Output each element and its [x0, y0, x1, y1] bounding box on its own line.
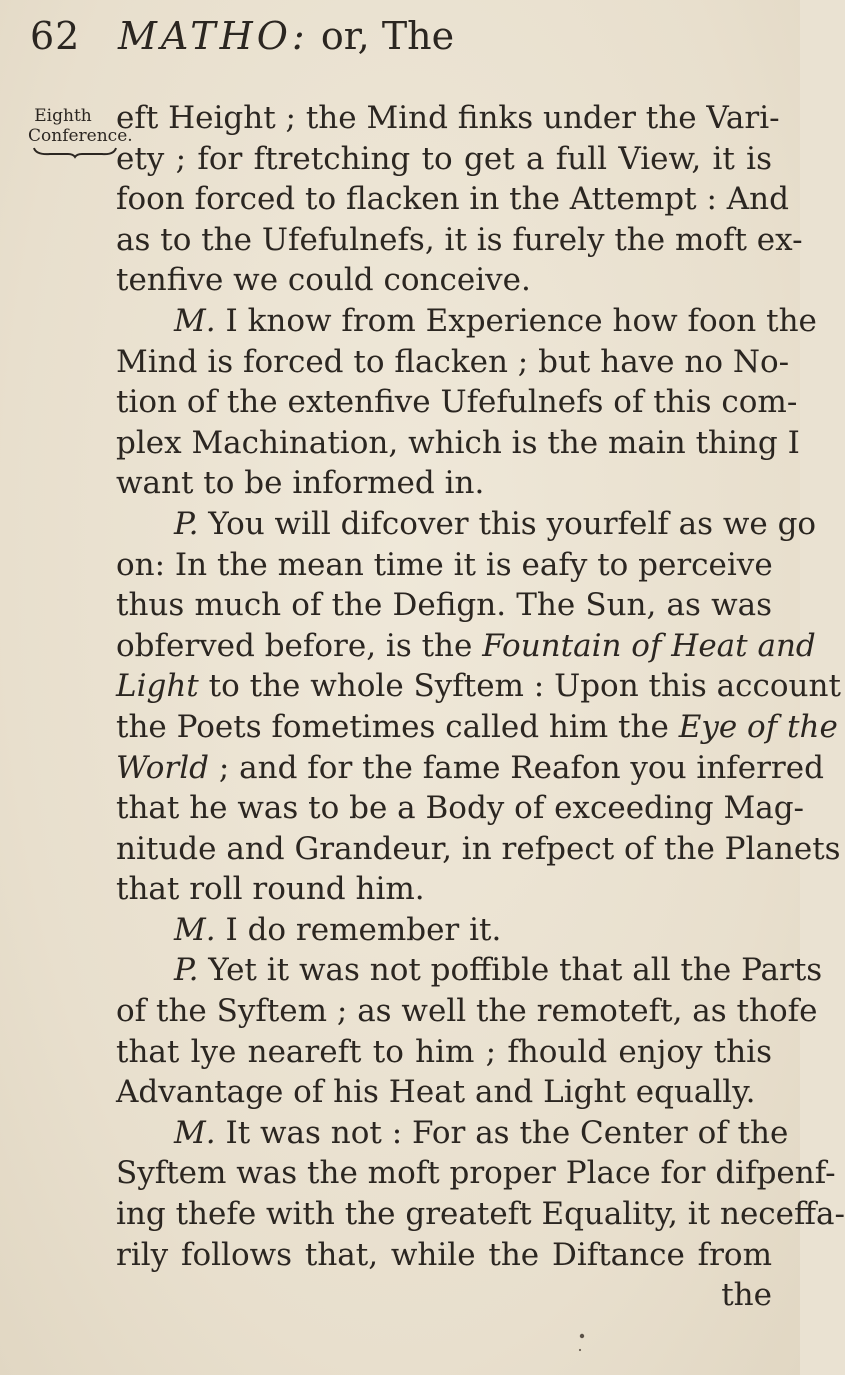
text-line: Mind is forced to flacken ; but have no No-: [116, 343, 790, 380]
text-line: thus much of the Defign. The Sun, as was: [116, 587, 772, 624]
text-line: that roll round him.: [116, 871, 425, 908]
body-text: [116, 98, 845, 1316]
running-head: [118, 14, 454, 58]
text-line: on: In the mean time it is eafy to perceive: [116, 546, 773, 583]
margin-note-line2: Conference.: [28, 126, 133, 146]
speech-text: It was not : For as the Center of the: [225, 1114, 789, 1151]
running-head-title: MATHO:: [118, 14, 309, 58]
text-line: that he was to be a Body of exceeding Mag-: [116, 790, 805, 827]
italic-phrase: Light: [116, 668, 199, 705]
text-fragment: ; and for the fame Reafon you inferred: [218, 749, 824, 786]
text-line: tion of the extenfive Ufefulnefs of this com-: [116, 384, 798, 421]
italic-phrase: Eye of the: [678, 708, 838, 745]
text-line: [116, 1113, 789, 1154]
text-line: rily follows that, while the Diftance from: [116, 1236, 772, 1273]
text-line: [116, 748, 824, 789]
speech-text: I know from Experience how foon the: [225, 302, 817, 339]
page-number: 62: [30, 14, 81, 58]
speaker-label: M.: [174, 911, 216, 948]
text-line: ing thefe with the greateft Equality, it neceffa-: [116, 1196, 845, 1233]
text-line: that lye neareft to him ; fhould enjoy this: [116, 1033, 772, 1070]
speech-text: Yet it was not poffible that all the Parts: [208, 952, 823, 989]
speech-text: I do remember it.: [225, 911, 502, 948]
speech-text: You will difcover this yourfelf as we go: [208, 505, 817, 542]
text-line: ety ; for ftretching to get a full View, it is: [116, 140, 772, 177]
text-fragment: obferved before, is the: [116, 627, 473, 664]
brace-icon: [32, 146, 118, 158]
text-fragment: the Poets fometimes called him the: [116, 708, 669, 745]
text-line: [116, 504, 817, 545]
text-line: tenfive we could conceive.: [116, 262, 531, 299]
text-line: [116, 666, 841, 707]
text-line: as to the Ufefulnefs, it is furely the moft ex-: [116, 221, 803, 258]
margin-note: [28, 106, 133, 146]
text-line: want to be informed in.: [116, 465, 485, 502]
running-head-subtitle: or, The: [320, 14, 455, 58]
text-line: [116, 301, 817, 342]
text-line: eft Height ; the Mind finks under the Vari-: [116, 100, 780, 136]
italic-phrase: World: [116, 749, 209, 786]
ink-speck-icon: [578, 1330, 588, 1360]
text-fragment: to the whole Syftem : Upon this account: [208, 668, 841, 705]
speaker-label: P.: [174, 505, 199, 542]
text-line: [116, 950, 823, 991]
text-line: nitude and Grandeur, in refpect of the Planets: [116, 830, 841, 867]
speaker-label: M.: [174, 302, 216, 339]
text-line: [116, 910, 772, 951]
text-line: of the Syftem ; as well the remoteft, as thofe: [116, 993, 818, 1030]
catchword: the: [721, 1277, 772, 1314]
text-line: foon forced to flacken in the Attempt : And: [116, 181, 789, 218]
text-line: [116, 626, 816, 667]
speaker-label: P.: [174, 952, 199, 989]
text-line: Syftem was the moft proper Place for difpenf-: [116, 1155, 836, 1192]
italic-phrase: Fountain of Heat and: [482, 627, 816, 664]
text-line: plex Machination, which is the main thing I: [116, 424, 800, 461]
text-line: [116, 707, 838, 748]
margin-note-line1: Eighth: [34, 106, 92, 126]
text-line: Advantage of his Heat and Light equally.: [116, 1074, 756, 1111]
speaker-label: M.: [174, 1114, 216, 1151]
